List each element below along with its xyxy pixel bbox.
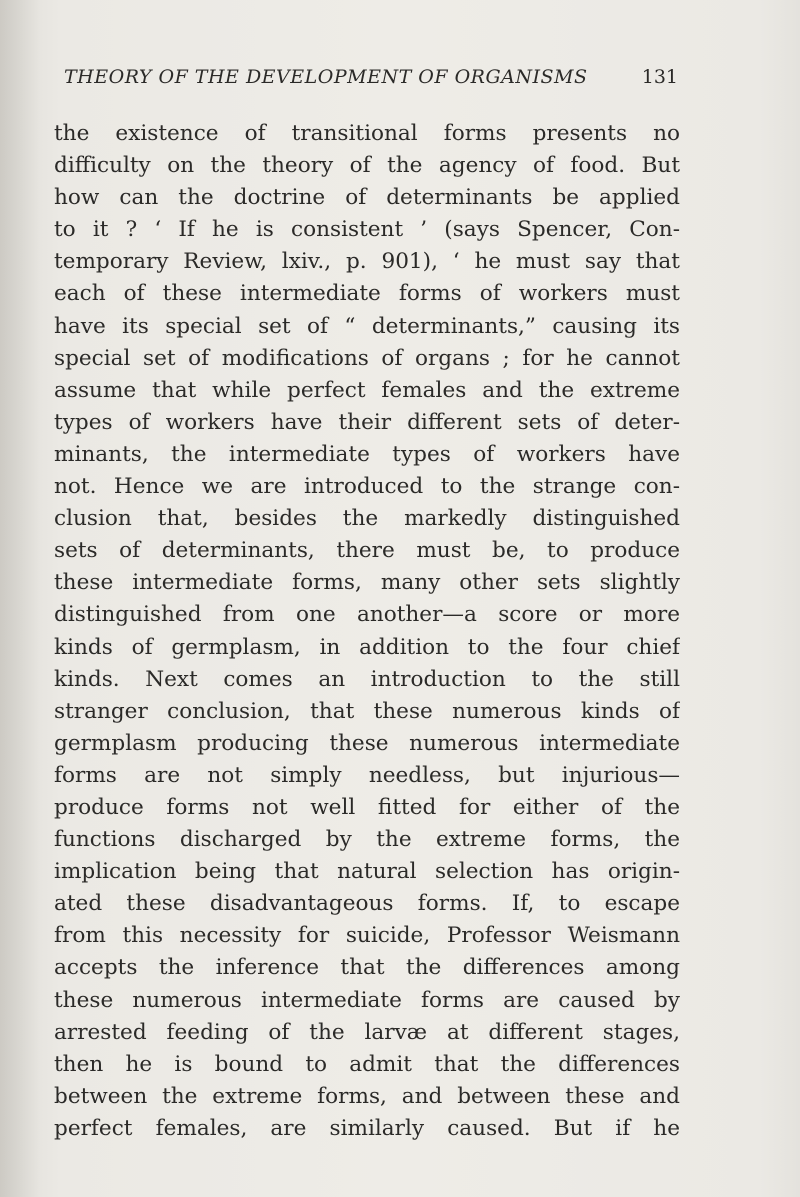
text-line: arrested feeding of the larvæ at different stages, xyxy=(54,1019,680,1045)
text-line: stranger conclusion, that these numerous kinds of xyxy=(54,698,680,724)
page-number: 131 xyxy=(641,66,678,88)
text-line: accepts the inference that the differences among xyxy=(54,955,680,981)
text-line: have its special set of “ determinants,” causing its xyxy=(54,313,680,339)
text-line: minants, the intermediate types of workers have xyxy=(54,441,680,467)
text-line: kinds. Next comes an introduction to the still xyxy=(54,666,680,692)
text-line: then he is bound to admit that the differences xyxy=(54,1051,680,1077)
text-line: ated these disadvantageous forms. If, to escape xyxy=(54,891,680,917)
text-line: to it ? ‘ If he is consistent ’ (says Spencer, Con- xyxy=(54,217,680,243)
text-line: kinds of germplasm, in addition to the four chief xyxy=(54,634,680,660)
text-line: these numerous intermediate forms are caused by xyxy=(54,987,680,1013)
text-line: temporary Review, lxiv., p. 901), ‘ he must say that xyxy=(54,249,680,275)
running-title: THEORY OF THE DEVELOPMENT OF ORGANISMS xyxy=(64,66,588,88)
text-line: germplasm producing these numerous intermediate xyxy=(54,730,680,756)
text-line: these intermediate forms, many other sets slightly xyxy=(54,570,680,596)
text-line: functions discharged by the extreme forms, the xyxy=(54,827,680,853)
running-head xyxy=(64,66,678,96)
spine-shadow xyxy=(0,0,40,1197)
text-line: produce forms not well fitted for either of the xyxy=(54,794,680,820)
text-line: assume that while perfect females and the extreme xyxy=(54,377,680,403)
text-line: special set of modifications of organs ; for he cannot xyxy=(54,345,680,371)
text-line: between the extreme forms, and between these and xyxy=(54,1083,680,1109)
text-line: sets of determinants, there must be, to produce xyxy=(54,538,680,564)
text-line: perfect females, are similarly caused. But if he xyxy=(54,1115,680,1141)
text-line: distinguished from one another—a score or more xyxy=(54,602,680,628)
text-line: how can the doctrine of determinants be applied xyxy=(54,185,680,211)
body-text xyxy=(54,118,680,1145)
text-line: implication being that natural selection has origin- xyxy=(54,859,680,885)
text-line: clusion that, besides the markedly distinguished xyxy=(54,506,680,532)
text-line: each of these intermediate forms of workers must xyxy=(54,281,680,307)
text-line: not. Hence we are introduced to the strange con- xyxy=(54,474,680,500)
text-line: types of workers have their different sets of deter- xyxy=(54,409,680,435)
text-line: from this necessity for suicide, Professor Weismann xyxy=(54,923,680,949)
text-line: difficulty on the theory of the agency of food. But xyxy=(54,153,680,179)
text-line: forms are not simply needless, but injurious— xyxy=(54,762,680,788)
text-line: the existence of transitional forms presents no xyxy=(54,121,680,146)
